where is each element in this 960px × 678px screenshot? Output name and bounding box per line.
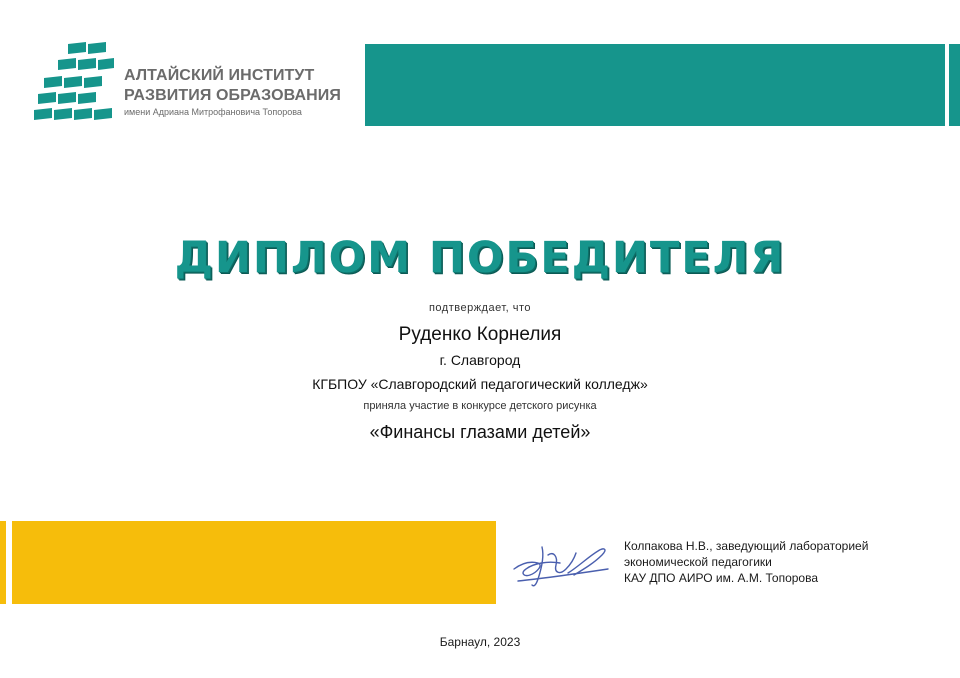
signature-image <box>508 533 618 593</box>
logo-title-line1: АЛТАЙСКИЙ ИНСТИТУТ <box>124 67 315 84</box>
confirms-text: подтверждает, что <box>428 302 532 314</box>
participation-text: приняла участие в конкурсе детского рисунка <box>363 400 597 412</box>
signer-department: экономической педагогики <box>624 555 772 569</box>
institute-logo <box>30 40 340 135</box>
recipient-name: Руденко Корнелия <box>398 324 562 345</box>
logo-text <box>124 66 341 118</box>
yellow-footer-band <box>12 521 496 604</box>
logo-title-line2: РАЗВИТИЯ ОБРАЗОВАНИЯ <box>124 87 342 104</box>
logo-subtitle: имени Адриана Митрофановича Топорова <box>124 107 302 117</box>
signer-block <box>624 538 868 586</box>
yellow-footer-band-edge <box>0 521 6 604</box>
teal-header-band-edge <box>949 44 960 126</box>
teal-header-band <box>365 44 945 126</box>
contest-name: «Финансы глазами детей» <box>369 422 591 442</box>
stacked-blocks-logo-icon <box>30 40 120 132</box>
signer-institution: КАУ ДПО АИРО им. А.М. Топорова <box>624 571 819 585</box>
diploma-title: ДИПЛОМ ПОБЕДИТЕЛЯ <box>174 233 786 283</box>
recipient-organization: КГБПОУ «Славгородский педагогический колледж» <box>312 376 648 392</box>
signer-name-position: Колпакова Н.В., заведующий лабораторией <box>624 539 869 553</box>
place-and-year: Барнаул, 2023 <box>439 635 521 649</box>
recipient-city: г. Славгород <box>439 352 521 368</box>
